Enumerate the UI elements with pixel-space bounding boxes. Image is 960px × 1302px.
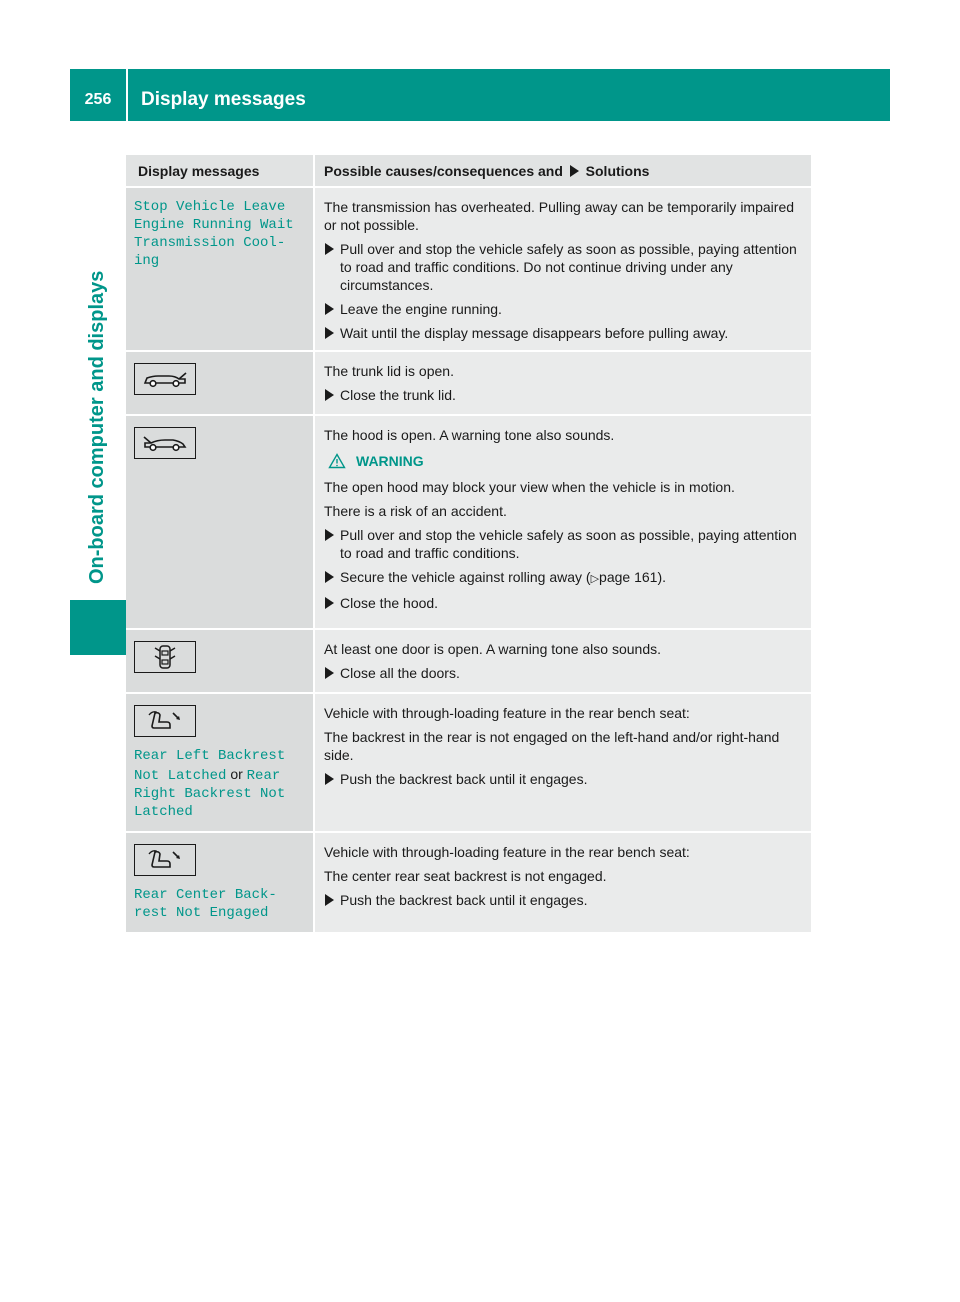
arrow-icon <box>325 667 334 679</box>
instruction-item: Pull over and stop the vehicle safely as soon as possible, paying attention to road and traffic conditions. Do not continue driving under any circumstances. <box>324 240 803 294</box>
instruction-item: Secure the vehicle against rolling away (▷page 161). <box>324 568 803 588</box>
or-label: or <box>230 766 243 782</box>
page-reference-arrow-icon: ▷ <box>590 573 600 585</box>
instruction-item: Leave the engine running. <box>324 300 803 318</box>
side-marker <box>70 600 126 655</box>
table-row <box>126 187 811 351</box>
display-message-text: Transmission Cool- <box>134 235 286 251</box>
display-message-line <box>134 765 305 785</box>
display-message-cell <box>126 629 314 693</box>
instruction-item: Pull over and stop the vehicle safely as soon as possible, paying attention to road and traffic conditions. <box>324 526 803 562</box>
arrow-icon <box>325 773 334 785</box>
column-header-solutions <box>314 155 811 187</box>
header-causes-label: Possible causes/consequences and <box>324 162 563 179</box>
cause-text: At least one door is open. A warning tone also sounds. <box>324 641 662 657</box>
side-section-label: On-board computer and displays <box>86 270 108 584</box>
arrow-icon <box>325 894 334 906</box>
instruction-item: Close the trunk lid. <box>324 386 803 404</box>
display-message-text: ing <box>134 253 160 269</box>
column-header-display-messages: Display messages <box>126 155 314 187</box>
solution-cell <box>314 832 811 933</box>
instruction-item: Close the hood. <box>324 594 803 612</box>
cause-text: The transmission has overheated. Pulling away can be temporarily impaired or not possible. <box>324 199 795 233</box>
warning-text: The open hood may block your view when the vehicle is in motion. <box>324 479 735 495</box>
page-reference-link[interactable]: page 161). <box>599 569 666 585</box>
display-message-cell <box>126 187 314 351</box>
cause-text: The hood is open. A warning tone also sounds. <box>324 427 615 443</box>
arrow-icon <box>325 597 334 609</box>
display-message-cell <box>126 415 314 629</box>
arrow-icon <box>325 243 334 255</box>
header-divider <box>126 69 128 121</box>
backrest-icon <box>134 844 196 876</box>
backrest-icon <box>134 705 196 737</box>
cause-text: The backrest in the rear is not engaged on the left-hand and/or right-hand side. <box>324 729 780 763</box>
display-message-cell <box>126 693 314 832</box>
solution-cell <box>314 693 811 832</box>
display-message-cell <box>126 351 314 415</box>
table-row <box>126 832 811 933</box>
display-message-text: Right Backrest Not <box>134 786 286 802</box>
instruction-item: Push the backrest back until it engages. <box>324 891 803 909</box>
display-message-text: Rear Center Back- <box>134 887 277 903</box>
instruction-item: Close all the doors. <box>324 664 803 682</box>
instruction-item: Push the backrest back until it engages. <box>324 770 803 788</box>
display-message-text: rest Not Engaged <box>134 905 269 921</box>
display-message-cell <box>126 832 314 933</box>
warning-label: WARNING <box>356 453 424 469</box>
display-messages-table <box>126 155 811 934</box>
display-message-text: Stop Vehicle Leave <box>134 199 286 215</box>
arrow-icon <box>570 165 579 177</box>
solution-cell <box>314 415 811 629</box>
page-number: 256 <box>84 91 112 108</box>
trunk-open-icon <box>134 363 196 395</box>
display-message-text: Rear Left Backrest <box>134 748 286 764</box>
instruction-item: Wait until the display message disappears before pulling away. <box>324 324 803 342</box>
table-row <box>126 415 811 629</box>
header-solutions-label: Solutions <box>585 162 650 179</box>
arrow-icon <box>325 389 334 401</box>
solution-cell <box>314 187 811 351</box>
solution-cell <box>314 629 811 693</box>
page-title: Display messages <box>141 89 306 110</box>
door-open-icon <box>134 641 196 673</box>
warning-heading <box>324 452 803 470</box>
solution-cell <box>314 351 811 415</box>
cause-text: Vehicle with through-loading feature in the rear bench seat: <box>324 844 690 860</box>
table-row <box>126 351 811 415</box>
arrow-icon <box>325 303 334 315</box>
table-row <box>126 693 811 832</box>
cause-text: The trunk lid is open. <box>324 363 454 379</box>
display-message-text: Engine Running Wait <box>134 217 294 233</box>
arrow-icon <box>325 327 334 339</box>
warning-text: There is a risk of an accident. <box>324 503 507 519</box>
table-row <box>126 629 811 693</box>
cause-text: The center rear seat backrest is not engaged. <box>324 868 607 884</box>
arrow-icon <box>325 529 334 541</box>
table-header-row <box>126 155 811 187</box>
hood-open-icon <box>134 427 196 459</box>
warning-triangle-icon <box>328 453 346 469</box>
display-message-text: Latched <box>134 804 193 820</box>
display-message-text: Rear <box>246 768 281 784</box>
cause-text: Vehicle with through-loading feature in the rear bench seat: <box>324 705 690 721</box>
arrow-icon <box>325 571 334 583</box>
display-message-text: Not Latched <box>134 768 227 784</box>
